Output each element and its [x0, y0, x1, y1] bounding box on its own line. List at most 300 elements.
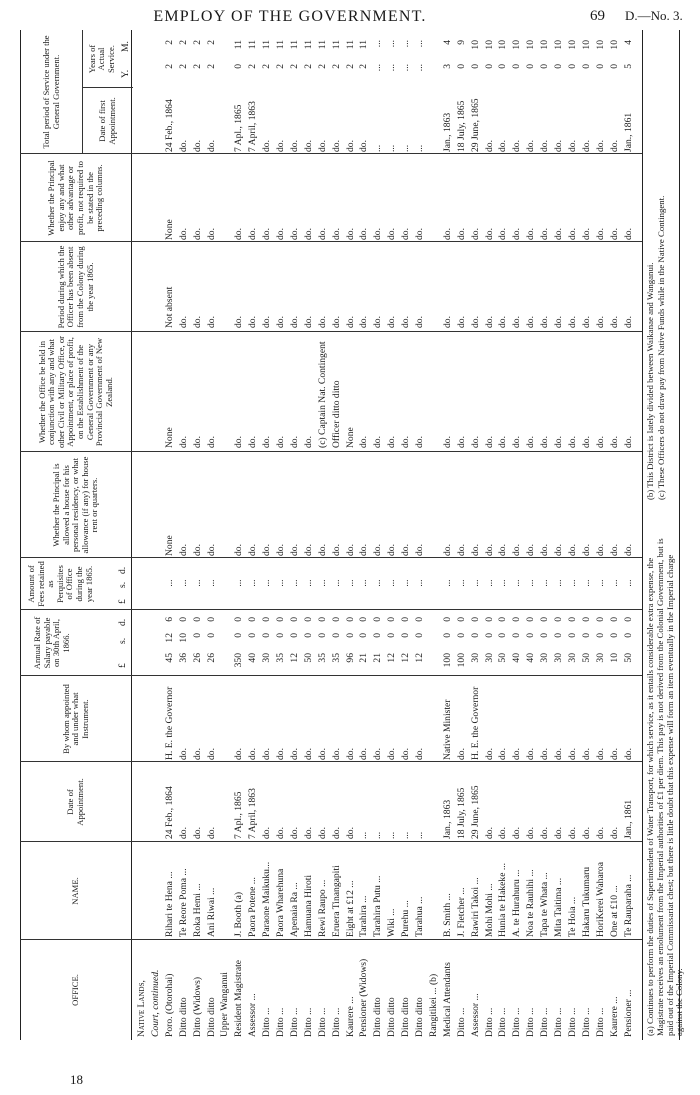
salary-pence-cell: 0: [622, 617, 634, 622]
salary-shillings-cell: 0: [441, 633, 453, 638]
salary-pounds-cell: 26: [191, 653, 203, 663]
absence-cell: do.: [316, 316, 328, 328]
fees-cell: ...: [622, 579, 634, 587]
table-row: [553, 30, 564, 1040]
appointed-by-cell: do.: [539, 748, 551, 760]
fees-cell: ...: [386, 579, 398, 587]
absence-cell: do.: [469, 316, 481, 328]
date-cell: 7 Apl., 1865: [233, 791, 245, 839]
salary-pence-cell: 0: [400, 617, 412, 622]
house-cell: do.: [288, 544, 300, 556]
first-appointment-cell: do.: [275, 140, 286, 152]
other-office-cell: do.: [233, 436, 245, 448]
salary-pence-cell: 0: [205, 617, 217, 622]
other-office-cell: do.: [302, 436, 314, 448]
office-cell: Assessor ...: [469, 993, 481, 1037]
other-office-cell: do.: [539, 436, 551, 448]
header-divider: [83, 87, 133, 88]
salary-pounds-cell: 350: [233, 653, 245, 668]
salary-pounds-cell: 40: [247, 653, 259, 663]
house-cell: do.: [261, 544, 273, 556]
house-cell: do.: [622, 544, 634, 556]
name-cell: Paora Wharehuna: [275, 868, 286, 937]
fees-cell: ...: [441, 579, 453, 587]
years-cell: 2: [316, 64, 328, 69]
advantage-cell: do.: [441, 228, 453, 240]
years-cell: 2: [177, 64, 189, 69]
office-cell: Ditto ...: [288, 1007, 300, 1037]
first-appointment-cell: do.: [497, 140, 509, 152]
months-cell: 11: [344, 40, 356, 50]
table-row: [470, 30, 481, 1040]
office-cell: Ditto ...: [455, 1007, 467, 1037]
first-appointment-cell: do.: [483, 140, 495, 152]
years-cell: 3: [441, 64, 453, 69]
advantage-cell: do.: [414, 228, 425, 240]
appointed-by-cell: do.: [553, 748, 564, 760]
header-office: OFFICE.: [70, 974, 81, 1006]
table-row: [206, 30, 217, 1040]
first-appointment-cell: do.: [608, 140, 620, 152]
table-row: [219, 30, 230, 1040]
first-appointment-cell: do.: [539, 140, 551, 152]
salary-pounds-cell: 35: [330, 653, 342, 663]
years-cell: 2: [330, 64, 342, 69]
salary-pence-cell: 0: [580, 617, 592, 622]
name-cell: Tarahira ...: [358, 895, 370, 937]
absence-cell: do.: [511, 316, 523, 328]
salary-shillings-cell: 0: [247, 633, 259, 638]
salary-pounds-cell: 50: [497, 653, 509, 663]
header-total-service: Total period of Service under the General Government.: [21, 30, 83, 154]
house-cell: do.: [455, 544, 467, 556]
first-appointment-cell: do.: [566, 140, 578, 152]
name-cell: J. Booth (a): [233, 891, 245, 937]
date-cell: do.: [288, 827, 300, 839]
date-cell: ...: [386, 831, 398, 839]
salary-pence-cell: 0: [261, 617, 273, 622]
office-cell: Ditto ...: [594, 1007, 606, 1037]
salary-shillings-cell: 0: [330, 633, 342, 638]
date-cell: ...: [400, 831, 412, 839]
salary-pence-cell: 0: [497, 617, 509, 622]
header-pence: d.: [117, 618, 128, 626]
footnote-c: (c) These Officers do not draw pay from Native Funds while in the Native Contingent.: [656, 195, 666, 500]
date-cell: do.: [553, 827, 564, 839]
absence-cell: do.: [288, 316, 300, 328]
office-cell: Pensioner ...: [622, 989, 634, 1037]
table-row: [581, 30, 592, 1040]
salary-pence-cell: 0: [316, 617, 328, 622]
office-cell: Upper Wanganui: [219, 972, 231, 1037]
salary-pounds-cell: 30: [566, 653, 578, 663]
salary-pounds-cell: 21: [372, 653, 384, 663]
date-cell: do.: [302, 827, 314, 839]
salary-pounds-cell: 30: [553, 653, 564, 663]
months-cell: 10: [580, 40, 592, 50]
years-cell: 0: [233, 64, 245, 69]
appointed-by-cell: do.: [483, 748, 495, 760]
absence-cell: do.: [233, 316, 245, 328]
name-cell: Eight at £12 ...: [344, 880, 356, 937]
salary-shillings-cell: 0: [497, 633, 509, 638]
advantage-cell: do.: [483, 228, 495, 240]
house-cell: do.: [247, 544, 259, 556]
appointed-by-cell: do.: [497, 748, 509, 760]
advantage-cell: do.: [372, 228, 384, 240]
salary-pounds-cell: 30: [594, 653, 606, 663]
salary-pounds-cell: 96: [344, 653, 356, 663]
appointed-by-cell: do.: [275, 748, 286, 760]
salary-shillings-cell: 0: [205, 633, 217, 638]
appointed-by-cell: do.: [622, 748, 634, 760]
house-cell: do.: [358, 544, 370, 556]
house-cell: do.: [330, 544, 342, 556]
table-row: [525, 30, 536, 1040]
appointed-by-cell: H. E. the Governor: [469, 686, 481, 760]
absence-cell: do.: [275, 316, 286, 328]
months-cell: 4: [622, 40, 634, 45]
first-appointment-cell: Jan., 1861: [622, 112, 634, 152]
other-office-cell: do.: [358, 436, 370, 448]
office-cell: Ditto ...: [525, 1007, 537, 1037]
table-row: [623, 30, 634, 1040]
fees-cell: ...: [261, 579, 273, 587]
table-row: [317, 30, 328, 1040]
first-appointment-cell: do.: [511, 140, 523, 152]
first-appointment-cell: do.: [302, 140, 314, 152]
office-cell: Ditto (Widows): [191, 976, 203, 1037]
first-appointment-cell: do.: [205, 140, 217, 152]
years-cell: 2: [302, 64, 314, 69]
date-cell: Jan., 1863: [441, 799, 453, 839]
office-cell: Assessor ...: [247, 993, 259, 1037]
years-cell: 0: [566, 64, 578, 69]
absence-cell: do.: [177, 316, 189, 328]
other-office-cell: do.: [414, 436, 425, 448]
house-cell: do.: [400, 544, 412, 556]
advantage-cell: do.: [594, 228, 606, 240]
office-cell: Ditto ...: [302, 1007, 314, 1037]
date-cell: do.: [525, 827, 537, 839]
appointed-by-cell: do.: [372, 748, 384, 760]
date-cell: do.: [275, 827, 286, 839]
page-title: EMPLOY OF THE GOVERNMENT.: [153, 8, 427, 25]
table-row: [414, 30, 425, 1040]
name-cell: Te Rauparaha ...: [622, 874, 634, 937]
salary-pounds-cell: 100: [441, 653, 453, 668]
appointed-by-cell: do.: [205, 748, 217, 760]
appointed-by-cell: do.: [525, 748, 537, 760]
office-cell: Court, continued.: [149, 969, 161, 1037]
salary-pence-cell: 0: [358, 617, 370, 622]
fees-cell: ...: [330, 579, 342, 587]
other-office-cell: do.: [566, 436, 578, 448]
header-salary: Annual Rate of Salary payable on 30th April, 1866.: [32, 616, 71, 670]
appointed-by-cell: do.: [344, 748, 356, 760]
header-months: M.: [120, 41, 131, 52]
employment-table: [20, 30, 685, 1040]
table-row: [345, 30, 356, 1040]
footnote-a: (a) Continues to perform the duties of Superintendent of Water Transport, for which service, as it entails considerable extra expense, the Magistrate receives an emolument from the Imperial authorities of £1 per diem. This pay is not derived from the Colonial Government, but is paid out of the Imperial Commissariat chest; but there is little doubt that this expense will form an item eventually in the Imperial charge against the Colony.: [645, 538, 685, 1036]
date-cell: ...: [414, 831, 425, 839]
fees-cell: ...: [233, 579, 245, 587]
fees-cell: ...: [566, 579, 578, 587]
house-cell: do.: [372, 544, 384, 556]
advantage-cell: do.: [608, 228, 620, 240]
months-cell: 11: [302, 40, 314, 50]
salary-shillings-cell: 0: [191, 633, 203, 638]
months-cell: ...: [372, 40, 384, 48]
footer-page-number: 18: [70, 1072, 83, 1087]
table-row: [484, 30, 495, 1040]
salary-pence-cell: 0: [525, 617, 537, 622]
office-cell: Ditto ditto: [177, 997, 189, 1037]
table-row: [400, 30, 411, 1040]
absence-cell: do.: [608, 316, 620, 328]
appointed-by-cell: do.: [386, 748, 398, 760]
table-row: [247, 30, 258, 1040]
name-cell: J. Fletcher ...: [455, 887, 467, 937]
date-cell: do.: [261, 827, 273, 839]
table-row: [164, 30, 175, 1040]
salary-pounds-cell: 12: [288, 653, 300, 663]
office-cell: Ditto ...: [511, 1007, 523, 1037]
table-row: [442, 30, 453, 1040]
fees-cell: ...: [414, 579, 425, 587]
first-appointment-cell: 29 June, 1865: [469, 98, 481, 152]
years-cell: 0: [539, 64, 551, 69]
table-row: [261, 30, 272, 1040]
appointed-by-cell: do.: [316, 748, 328, 760]
first-appointment-cell: ...: [400, 144, 412, 152]
header-house: Whether the Principal is allowed a house for his personal residency, or what allowance (if any) for house rent or quarters.: [51, 456, 100, 554]
date-cell: do.: [205, 827, 217, 839]
date-cell: do.: [594, 827, 606, 839]
months-cell: 10: [511, 40, 523, 50]
table-row: [372, 30, 383, 1040]
salary-pence-cell: 0: [441, 617, 453, 622]
other-office-cell: do.: [288, 436, 300, 448]
house-cell: do.: [441, 544, 453, 556]
salary-shillings-cell: 0: [414, 633, 425, 638]
salary-pounds-cell: 10: [608, 653, 620, 663]
salary-pence-cell: 0: [483, 617, 495, 622]
office-cell: Ditto ...: [566, 1007, 578, 1037]
appointed-by-cell: do.: [400, 748, 412, 760]
house-cell: do.: [497, 544, 509, 556]
absence-cell: do.: [525, 316, 537, 328]
fees-cell: ...: [302, 579, 314, 587]
years-cell: 0: [497, 64, 509, 69]
absence-cell: do.: [594, 316, 606, 328]
house-cell: do.: [191, 544, 203, 556]
name-cell: A. te Hurahuru ...: [511, 869, 523, 937]
advantage-cell: None: [163, 219, 175, 240]
years-cell: 2: [261, 64, 273, 69]
salary-pence-cell: 0: [288, 617, 300, 622]
years-cell: 0: [553, 64, 564, 69]
absence-cell: do.: [261, 316, 273, 328]
date-cell: do.: [344, 827, 356, 839]
first-appointment-cell: do.: [553, 140, 564, 152]
salary-pounds-cell: 36: [177, 653, 189, 663]
date-cell: do.: [316, 827, 328, 839]
fees-cell: ...: [539, 579, 551, 587]
years-cell: 2: [191, 64, 203, 69]
table-row: [428, 30, 439, 1040]
office-cell: Ditto ditto: [400, 997, 412, 1037]
salary-pence-cell: 0: [553, 617, 564, 622]
office-cell: Ditto ...: [275, 1007, 286, 1037]
first-appointment-cell: 7 April, 1863: [247, 101, 259, 152]
header-by-whom: By whom appointed and under what Instrument.: [60, 684, 90, 754]
table-row: [178, 30, 189, 1040]
salary-shillings-cell: 0: [553, 633, 564, 638]
office-cell: Ditto ...: [539, 1007, 551, 1037]
salary-pounds-cell: 30: [261, 653, 273, 663]
name-cell: One at £10 ...: [608, 885, 620, 937]
absence-cell: do.: [400, 316, 412, 328]
absence-cell: do.: [344, 316, 356, 328]
first-appointment-cell: do.: [316, 140, 328, 152]
salary-shillings-cell: 0: [275, 633, 286, 638]
table-row: [192, 30, 203, 1040]
house-cell: do.: [580, 544, 592, 556]
first-appointment-cell: ...: [414, 144, 425, 152]
advantage-cell: do.: [580, 228, 592, 240]
date-cell: do.: [497, 827, 509, 839]
house-cell: do.: [302, 544, 314, 556]
absence-cell: do.: [483, 316, 495, 328]
table-body: [132, 30, 642, 1040]
salary-pence-cell: 0: [469, 617, 481, 622]
fees-cell: ...: [483, 579, 495, 587]
months-cell: 10: [525, 40, 537, 50]
table-row: [358, 30, 369, 1040]
office-cell: Ditto ...: [330, 1007, 342, 1037]
absence-cell: do.: [553, 316, 564, 328]
first-appointment-cell: do.: [358, 140, 370, 152]
months-cell: 4: [441, 40, 453, 45]
first-appointment-cell: 7 Apl., 1865: [233, 104, 245, 152]
date-cell: do.: [191, 827, 203, 839]
fees-cell: ...: [608, 579, 620, 587]
years-cell: ...: [400, 64, 412, 72]
other-office-cell: do.: [386, 436, 398, 448]
fees-cell: ...: [594, 579, 606, 587]
salary-shillings-cell: 12: [163, 633, 175, 643]
name-cell: Eruera Tinangapiti: [330, 865, 342, 937]
house-cell: do.: [469, 544, 481, 556]
header-fees-pound: £: [117, 599, 128, 604]
absence-cell: do.: [441, 316, 453, 328]
header-years-service: Years of Actual Service.: [86, 44, 116, 74]
office-cell: Kaurere ...: [344, 996, 356, 1037]
advantage-cell: do.: [275, 228, 286, 240]
other-office-cell: do.: [594, 436, 606, 448]
date-cell: do.: [608, 827, 620, 839]
salary-pounds-cell: 50: [622, 653, 634, 663]
other-office-cell: (c) Captain Nat. Contingent: [316, 341, 328, 448]
absence-cell: do.: [330, 316, 342, 328]
appointed-by-cell: do.: [511, 748, 523, 760]
date-cell: ...: [358, 831, 370, 839]
appointed-by-cell: Native Minister: [441, 699, 453, 760]
house-cell: do.: [233, 544, 245, 556]
advantage-cell: do.: [177, 228, 189, 240]
absence-cell: do.: [191, 316, 203, 328]
advantage-cell: do.: [261, 228, 273, 240]
months-cell: 11: [330, 40, 342, 50]
header-absent: Period during which the Officer has been absent from the Colony during the year 1865.: [55, 245, 95, 329]
salary-pence-cell: 0: [330, 617, 342, 622]
months-cell: 10: [483, 40, 495, 50]
years-cell: 2: [163, 64, 175, 69]
header-fees: Amount of Fees retained as Perquisites of Office during the year 1865.: [26, 561, 94, 607]
salary-shillings-cell: 0: [469, 633, 481, 638]
appointed-by-cell: do.: [302, 748, 314, 760]
years-cell: 2: [275, 64, 286, 69]
name-cell: Tarahira Putu ...: [372, 875, 384, 937]
salary-shillings-cell: 0: [372, 633, 384, 638]
name-cell: Wiki ...: [386, 908, 398, 937]
years-cell: ...: [386, 64, 398, 72]
document-reference: D.—No. 3.: [625, 8, 683, 23]
appointed-by-cell: do.: [177, 748, 189, 760]
months-cell: 2: [205, 40, 217, 45]
years-cell: 5: [622, 64, 634, 69]
absence-cell: do.: [247, 316, 259, 328]
first-appointment-cell: do.: [525, 140, 537, 152]
date-cell: do.: [330, 827, 342, 839]
absence-cell: do.: [580, 316, 592, 328]
fees-cell: ...: [275, 579, 286, 587]
salary-pounds-cell: 40: [525, 653, 537, 663]
appointed-by-cell: do.: [594, 748, 606, 760]
absence-cell: do.: [622, 316, 634, 328]
office-cell: Poro. (Otorohai): [163, 973, 175, 1037]
absence-cell: do.: [205, 316, 217, 328]
advantage-cell: do.: [497, 228, 509, 240]
house-cell: do.: [483, 544, 495, 556]
fees-cell: ...: [163, 579, 175, 587]
house-cell: do.: [177, 544, 189, 556]
advantage-cell: do.: [539, 228, 551, 240]
appointed-by-cell: do.: [414, 748, 425, 760]
other-office-cell: do.: [372, 436, 384, 448]
years-cell: 2: [358, 64, 370, 69]
years-cell: 0: [511, 64, 523, 69]
months-cell: 11: [247, 40, 259, 50]
advantage-cell: do.: [344, 228, 356, 240]
fees-cell: ...: [177, 579, 189, 587]
months-cell: 11: [233, 40, 245, 50]
page-number: 69: [590, 8, 605, 24]
years-cell: 0: [594, 64, 606, 69]
appointed-by-cell: do.: [191, 748, 203, 760]
name-cell: Tapa te Whata ...: [539, 872, 551, 937]
other-office-cell: do.: [441, 436, 453, 448]
months-cell: 2: [191, 40, 203, 45]
name-cell: Hamuana Hiroti: [302, 874, 314, 937]
salary-shillings-cell: 0: [261, 633, 273, 638]
absence-cell: Not absent: [163, 286, 175, 328]
name-cell: Mita Taitima ...: [553, 877, 564, 937]
salary-pounds-cell: 35: [316, 653, 328, 663]
fees-cell: ...: [205, 579, 217, 587]
salary-pence-cell: 0: [594, 617, 606, 622]
